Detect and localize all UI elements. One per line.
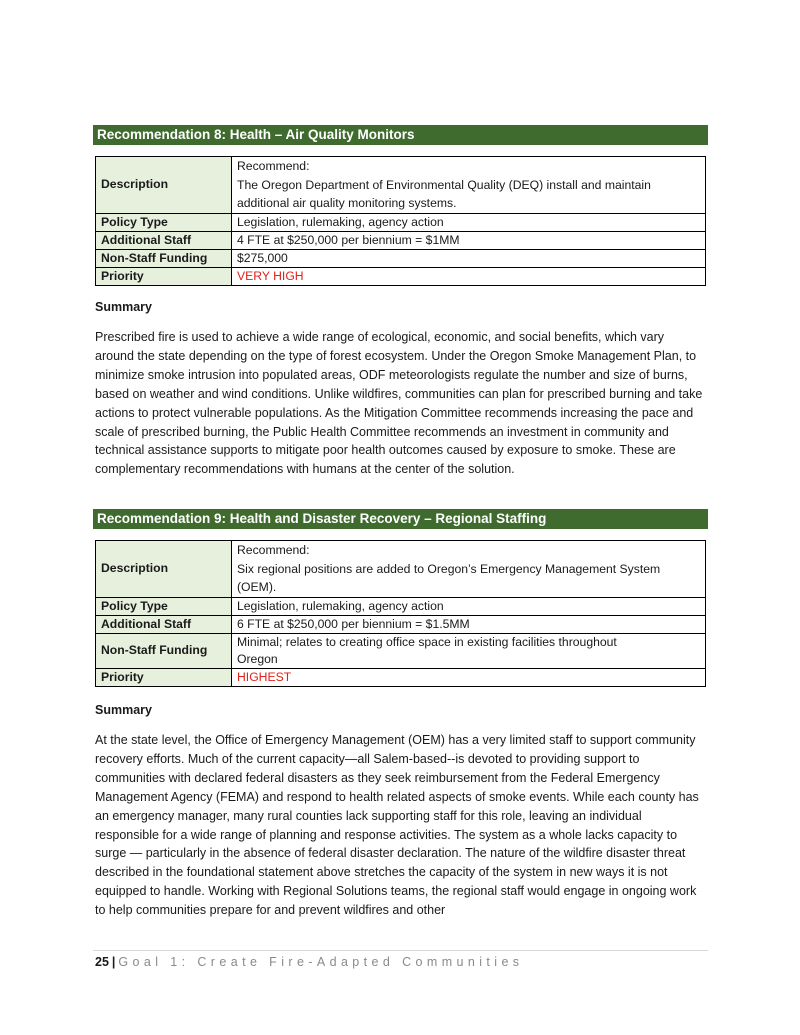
table-row bbox=[96, 668, 706, 686]
rec8-staff-label: Additional Staff bbox=[96, 231, 232, 249]
rec9-priority-label: Priority bbox=[96, 668, 232, 686]
table-row bbox=[96, 633, 706, 668]
rec9-summary-text: At the state level, the Office of Emergency Management (OEM) has a very limited staff to support community recovery efforts. Much of the current capacity—all Salem-based--is devoted to providing support to communities with declared federal disasters as they seek reimbursement from the Federal Emergency Management Agency (FEMA) and respond to health related aspects of smoke events. While each county has an emergency manager, many rural counties lack supporting staff for this role, leaving an individual responsible for a wide range of planning and response activities. The system as a whole lacks capacity to surge — particularly in the absence of federal disaster declaration. The nature of the wildfire disaster threat described in the foundational statement above stretches the capacity of the system in new ways it is not equipped to handle. Working with Regional Solutions teams, the regional staff would engage in ongoing work to help communities prepare for and prevent wildfires and other bbox=[95, 733, 699, 918]
rec8-funding-label: Non-Staff Funding bbox=[96, 249, 232, 267]
rec9-description-line-3: (OEM). bbox=[237, 580, 277, 594]
rec8-summary-text: Prescribed fire is used to achieve a wide range of ecological, economic, and social benefits, which vary around the state depending on the type of forest ecosystem. Under the Oregon Smoke Management Plan, to minimize smoke intrusion into populated areas, ODF meteorologists regulate the number and size of burns, based on weather and wind conditions. Unlike wildfires, communities can plan for prescribed burning and take actions to protect vulnerable populations. As the Mitigation Committee recommends increasing the pace and scale of prescribed burning, the Public Health Committee recommends an investment in community and technical assistance supports to mitigate poor health outcomes caused by exposure to smoke. These are complementary recommendations with humans at the center of the solution. bbox=[95, 330, 703, 477]
table-row bbox=[96, 597, 706, 615]
rec9-title: Recommendation 9: Health and Disaster Recovery – Regional Staffing bbox=[93, 509, 708, 529]
rec9-funding-line-2: Oregon bbox=[237, 651, 278, 666]
rec9-staff-label: Additional Staff bbox=[96, 615, 232, 633]
table-row bbox=[96, 267, 706, 285]
rec9-description-line-2: Six regional positions are added to Oregon’s Emergency Management System bbox=[237, 561, 661, 576]
rec8-priority-value: VERY HIGH bbox=[232, 267, 706, 285]
table-row bbox=[96, 541, 706, 598]
rec8-policy-label: Policy Type bbox=[96, 213, 232, 231]
rec8-description-line-3: additional air quality monitoring systems. bbox=[237, 196, 457, 210]
rec9-staff-value: 6 FTE at $250,000 per biennium = $1.5MM bbox=[232, 615, 706, 633]
table-row bbox=[96, 231, 706, 249]
rec8-summary-heading: Summary bbox=[95, 300, 152, 314]
rec8-priority-label: Priority bbox=[96, 267, 232, 285]
rec9-policy-label: Policy Type bbox=[96, 597, 232, 615]
rec8-description-line-1: Recommend: bbox=[237, 159, 310, 173]
rec9-funding-line-1: Minimal; relates to creating office space in existing facilities throughout bbox=[237, 634, 617, 649]
rec9-policy-value: Legislation, rulemaking, agency action bbox=[232, 597, 706, 615]
rec9-description-label: Description bbox=[96, 541, 232, 598]
footer-goal-title: Goal 1: Create Fire-Adapted Communities bbox=[118, 955, 524, 969]
rec8-title: Recommendation 8: Health – Air Quality Monitors bbox=[93, 125, 708, 145]
rec9-description-line-1: Recommend: bbox=[237, 543, 310, 557]
rec9-priority-value: HIGHEST bbox=[232, 668, 706, 686]
rec9-funding-value bbox=[232, 633, 706, 668]
page-number: 25 bbox=[95, 955, 109, 969]
rec8-policy-value: Legislation, rulemaking, agency action bbox=[232, 213, 706, 231]
rec8-description-label: Description bbox=[96, 157, 232, 214]
page-footer bbox=[95, 955, 523, 969]
footer-divider bbox=[93, 950, 708, 951]
rec8-funding-value: $275,000 bbox=[232, 249, 706, 267]
rec8-staff-value: 4 FTE at $250,000 per biennium = $1MM bbox=[232, 231, 706, 249]
rec8-table bbox=[95, 156, 706, 286]
table-row bbox=[96, 157, 706, 214]
rec9-table bbox=[95, 540, 706, 687]
table-row bbox=[96, 213, 706, 231]
footer-separator: | bbox=[111, 955, 116, 969]
rec9-summary-heading: Summary bbox=[95, 703, 152, 717]
rec8-description-line-2: The Oregon Department of Environmental Quality (DEQ) install and maintain bbox=[237, 177, 651, 192]
table-row bbox=[96, 249, 706, 267]
rec9-description-value bbox=[232, 541, 706, 598]
table-row bbox=[96, 615, 706, 633]
rec9-funding-label: Non-Staff Funding bbox=[96, 633, 232, 668]
rec8-description-value bbox=[232, 157, 706, 214]
